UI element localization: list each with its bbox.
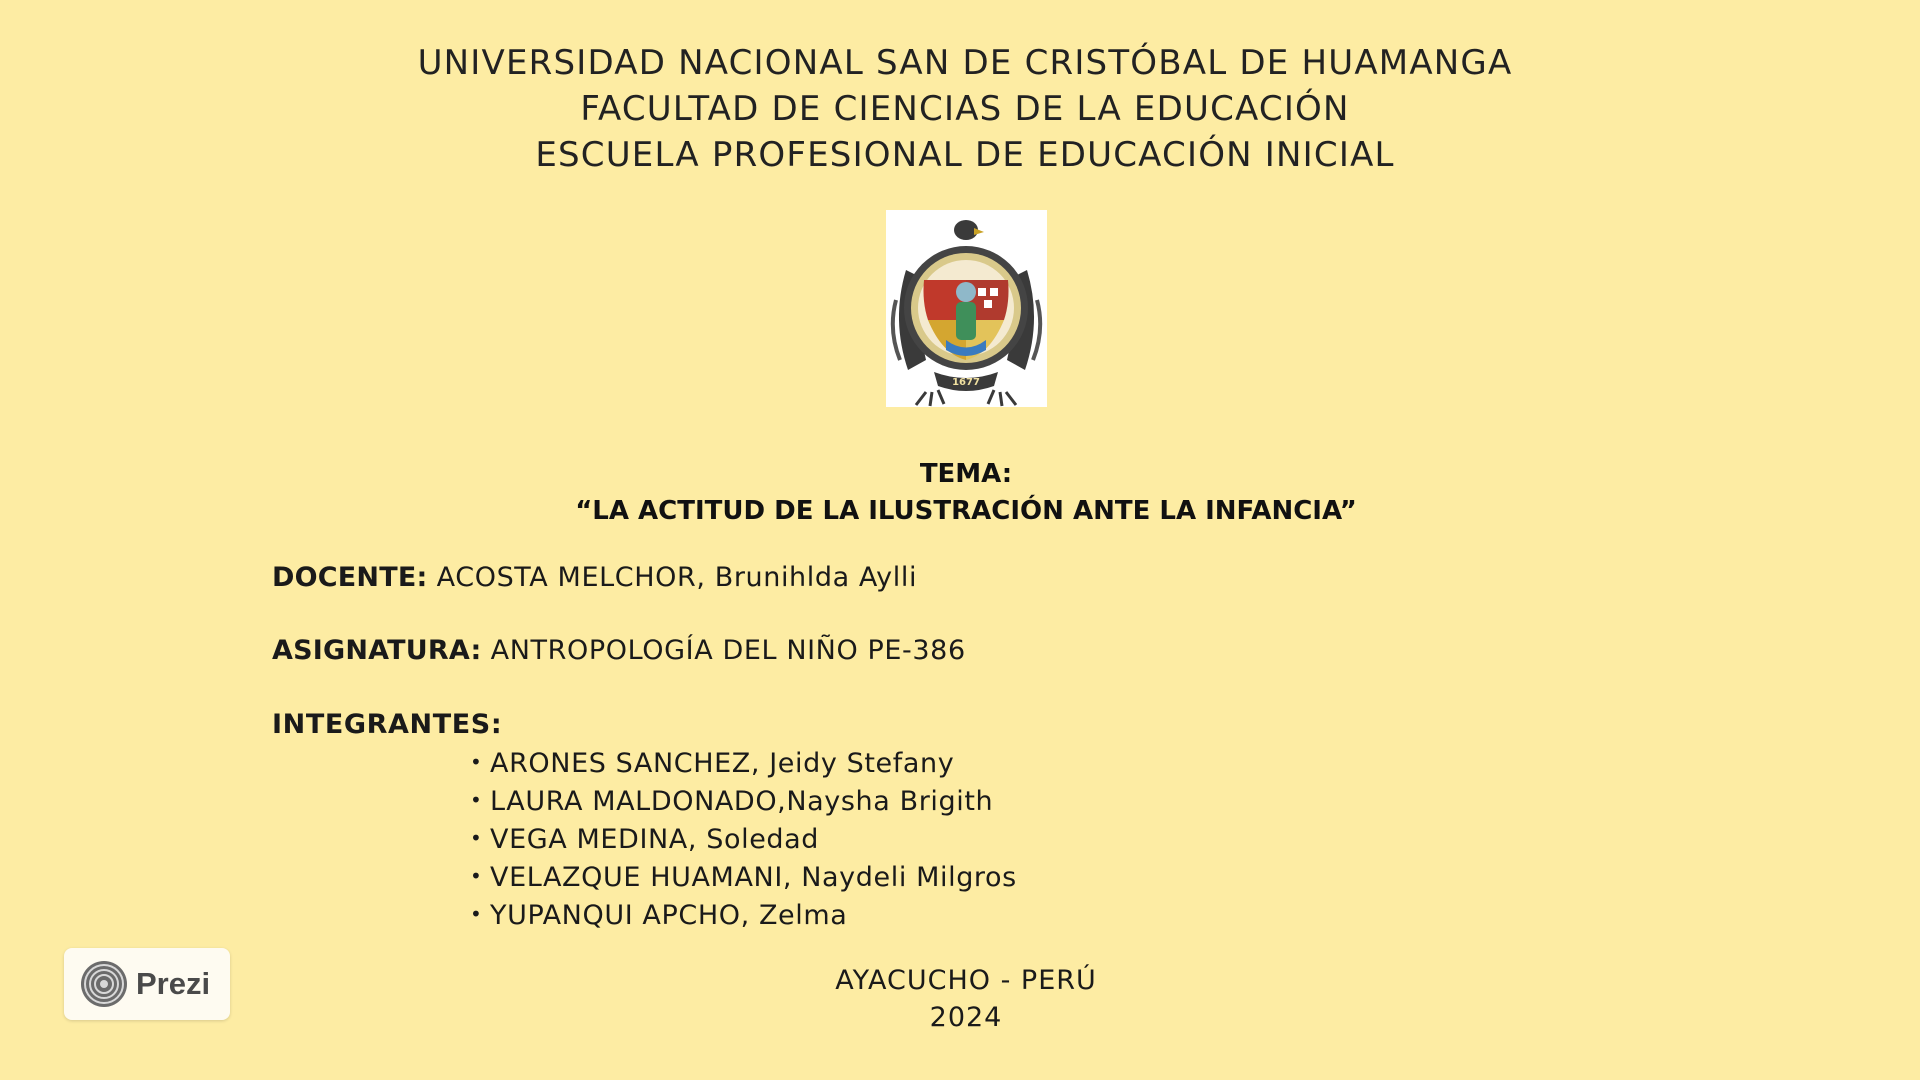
university-crest-icon (886, 210, 1047, 407)
school-name: ESCUELA PROFESIONAL DE EDUCACIÓN INICIAL (535, 135, 1395, 175)
member-name: VELAZQUE HUAMANI, Naydeli Milgros (490, 862, 1017, 893)
bullet-icon: • (470, 750, 483, 774)
member-name: ARONES SANCHEZ, Jeidy Stefany (490, 748, 955, 779)
bullet-icon: • (470, 902, 483, 926)
member-name: YUPANQUI APCHO, Zelma (490, 900, 848, 931)
prezi-badge-button[interactable] (64, 948, 230, 1020)
list-item (470, 858, 1017, 896)
faculty-name: FACULTAD DE CIENCIAS DE LA EDUCACIÓN (580, 89, 1350, 129)
prezi-label: Prezi (136, 966, 211, 1001)
topic-label: TEMA: (919, 459, 1013, 489)
bullet-icon: • (470, 788, 483, 812)
list-item (470, 744, 1017, 782)
course-label: ASIGNATURA: (272, 635, 482, 666)
footer-year: 2024 (929, 1002, 1003, 1033)
prezi-logo-icon (80, 960, 128, 1008)
list-item (470, 820, 1017, 858)
university-crest-image (886, 210, 1047, 407)
bullet-icon: • (470, 864, 483, 888)
university-header (0, 40, 1920, 178)
course-field (272, 635, 966, 666)
members-list (470, 744, 1017, 934)
topic-title: “LA ACTITUD DE LA ILUSTRACIÓN ANTE LA INFANCIA” (575, 496, 1357, 526)
teacher-field (272, 562, 917, 593)
university-name: UNIVERSIDAD NACIONAL SAN DE CRISTÓBAL DE HUAMANGA (417, 43, 1513, 83)
crest-ribbon-text: 1677 (952, 377, 980, 388)
member-name: LAURA MALDONADO,Naysha Brigith (490, 786, 994, 817)
list-item (470, 896, 1017, 934)
list-item (470, 782, 1017, 820)
bullet-icon: • (470, 826, 483, 850)
course-value: ANTROPOLOGÍA DEL NIÑO PE-386 (490, 635, 966, 666)
footer-place: AYACUCHO - PERÚ (835, 965, 1097, 996)
member-name: VEGA MEDINA, Soledad (490, 824, 820, 855)
footer-block (0, 962, 1920, 1036)
topic-block (0, 456, 1920, 530)
teacher-label: DOCENTE: (272, 562, 428, 593)
teacher-value: ACOSTA MELCHOR, Brunihlda Aylli (436, 562, 918, 593)
members-label: INTEGRANTES: (272, 709, 503, 740)
